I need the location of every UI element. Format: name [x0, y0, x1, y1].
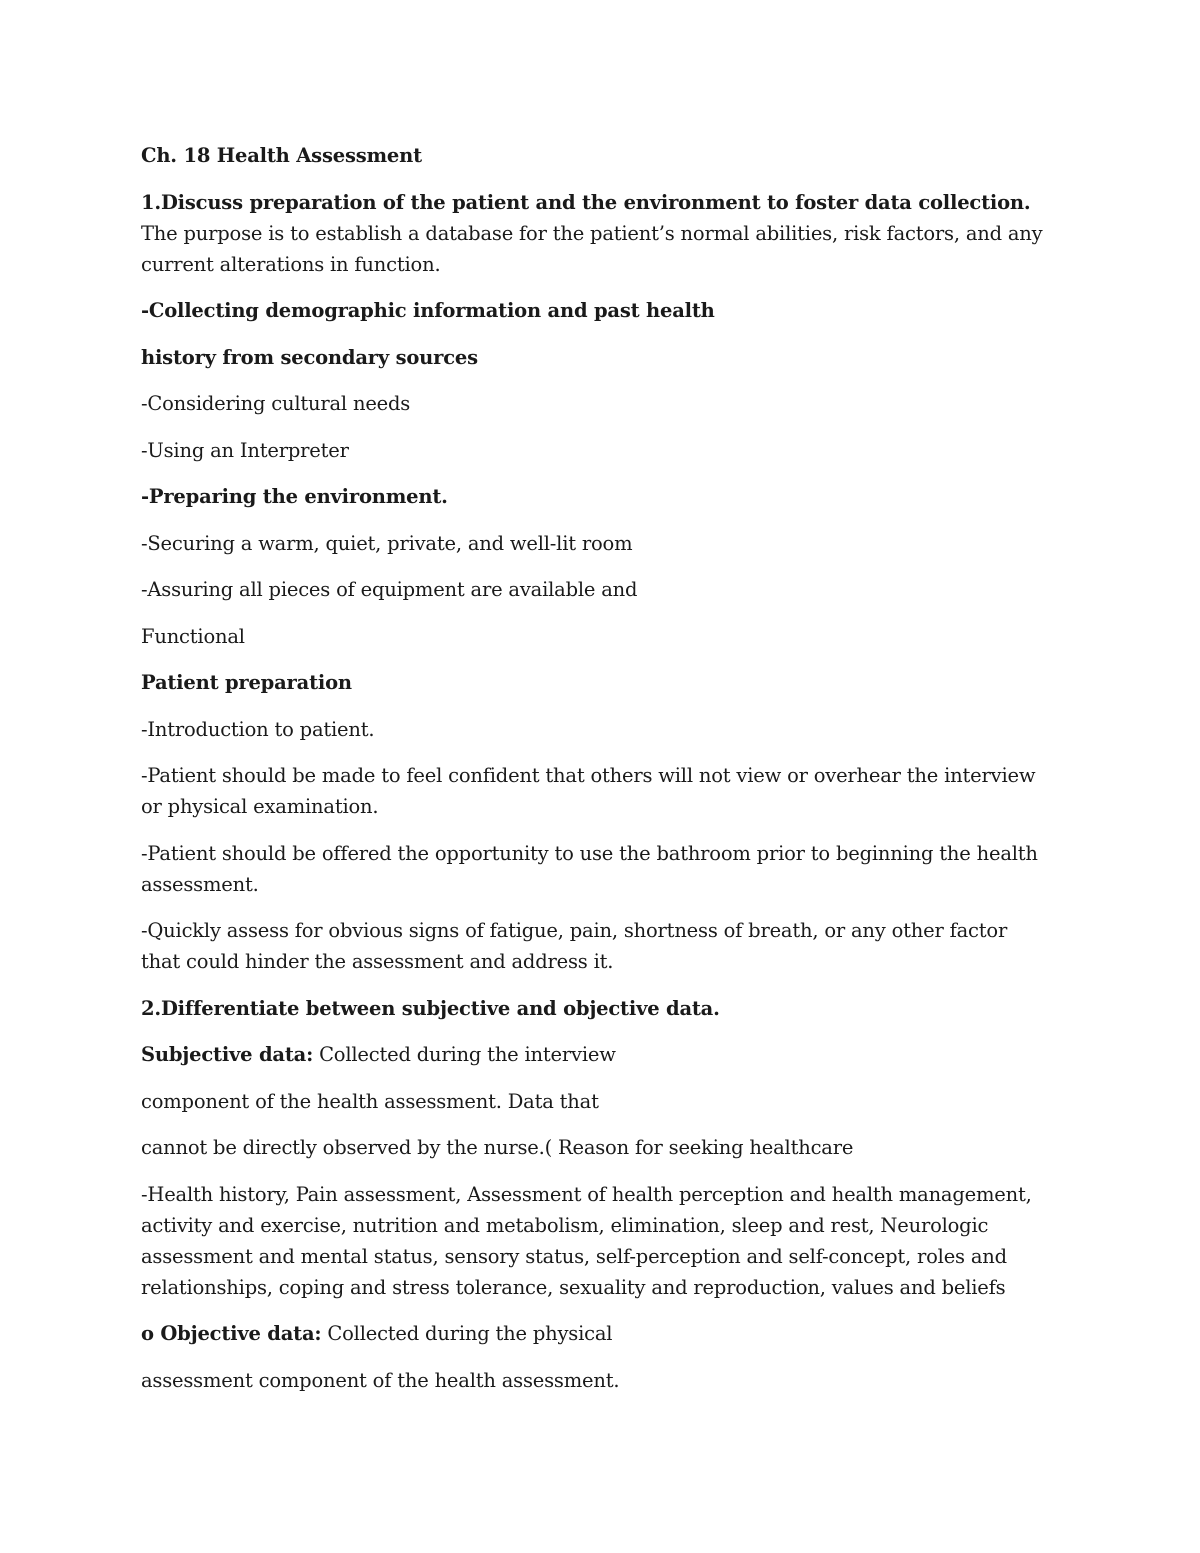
question-1-text: The purpose is to establish a database for the patient’s normal abilities, risk factors, and any current alterations in function.: [141, 221, 1043, 276]
secondary-sources-line: history from secondary sources: [141, 345, 478, 369]
subjective-data-line: [141, 1039, 1046, 1070]
subjective-line-2: component of the health assessment. Data that: [141, 1089, 599, 1113]
question-1-heading: 1.Discuss preparation of the patient and the environment to foster data collection.: [141, 190, 1031, 214]
confidentiality-item: -Patient should be made to feel confident that others will not view or overhear the interview or physical examination.: [141, 764, 1036, 818]
subjective-list: -Health history, Pain assessment, Assessment of health perception and health management, activity and exercise, nutrition and metabolism, elimination, sleep and rest, Neurologic assessment and mental status, sensory status, self-perception and self-concept, roles and relationships, coping and stress tolerance, sexuality and reproduction, values and beliefs: [141, 1182, 1032, 1299]
room-item: -Securing a warm, quiet, private, and well-lit room: [141, 531, 633, 555]
objective-data-label: o Objective data:: [141, 1322, 322, 1345]
objective-data-line: [141, 1318, 1046, 1349]
collecting-demographic-line: -Collecting demographic information and past health: [141, 299, 715, 322]
equipment-item: -Assuring all pieces of equipment are available and: [141, 578, 638, 601]
question-1-paragraph: [141, 187, 1046, 280]
environment-heading: -Preparing the environment.: [141, 485, 448, 508]
introduction-item: -Introduction to patient.: [141, 717, 375, 741]
question-2-heading: 2.Differentiate between subjective and objective data.: [141, 996, 720, 1020]
bathroom-item: -Patient should be offered the opportunity to use the bathroom prior to beginning the health assessment.: [141, 841, 1038, 896]
subjective-data-text: Collected during the interview: [313, 1043, 616, 1066]
subjective-data-label: Subjective data:: [141, 1043, 314, 1066]
objective-data-text: Collected during the physical: [321, 1322, 613, 1345]
cultural-needs-item: -Considering cultural needs: [141, 392, 411, 415]
patient-preparation-heading: Patient preparation: [141, 671, 352, 694]
chapter-title: Ch. 18 Health Assessment: [141, 144, 422, 167]
document-page: [141, 140, 1046, 1411]
objective-line-2: assessment component of the health assessment.: [141, 1368, 620, 1392]
functional-line: Functional: [141, 624, 245, 648]
interpreter-item: -Using an Interpreter: [141, 438, 349, 462]
subjective-line-3: cannot be directly observed by the nurse.( Reason for seeking healthcare: [141, 1136, 854, 1159]
quick-assess-item: -Quickly assess for obvious signs of fatigue, pain, shortness of breath, or any other factor that could hinder the assessment and address it.: [141, 919, 1008, 973]
